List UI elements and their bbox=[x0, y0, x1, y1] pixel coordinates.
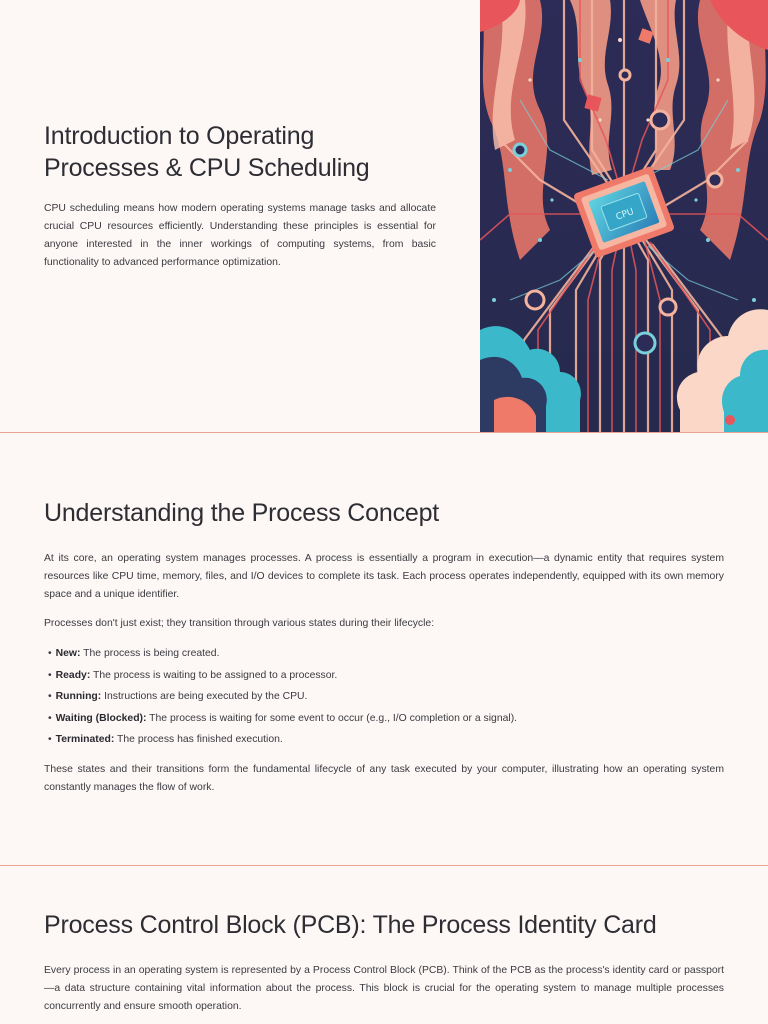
state-name: Terminated: bbox=[55, 734, 115, 745]
title-line-2: Processes & CPU Scheduling bbox=[44, 154, 370, 182]
list-item bbox=[48, 688, 724, 710]
intro-paragraph: CPU scheduling means how modern operating systems manage tasks and allocate crucial CPU resources efficiently. Understanding these principles is essential for anyone interested in the inner workings of computing systems, from basic functionality to advanced performance optimization. bbox=[44, 203, 436, 268]
list-item bbox=[48, 667, 724, 689]
state-description: The process is waiting for some event to occur (e.g., I/O completion or a signal). bbox=[146, 712, 518, 724]
list-item bbox=[48, 645, 724, 667]
state-name: Waiting (Blocked): bbox=[55, 712, 147, 724]
state-description: The process is being created. bbox=[80, 648, 220, 659]
process-states-list bbox=[48, 645, 724, 753]
chip-label: CPU bbox=[614, 206, 636, 223]
title-line-1: Introduction to Operating bbox=[44, 122, 315, 150]
slide-title bbox=[44, 120, 444, 184]
cpu-chip-circuit-illustration bbox=[480, 0, 768, 432]
state-description: Instructions are being executed by the CPU. bbox=[101, 691, 308, 702]
list-item bbox=[48, 731, 724, 753]
slide-process-concept bbox=[0, 433, 768, 865]
state-description: The process has finished execution. bbox=[114, 734, 283, 745]
lead-paragraph: Processes don't just exist; they transition through various states during their lifecycle: bbox=[44, 618, 435, 629]
slide-pcb bbox=[0, 866, 768, 1024]
slide-title: Process Control Block (PCB): The Process Identity Card bbox=[44, 911, 657, 939]
closing-paragraph: These states and their transitions form the fundamental lifecycle of any task executed by your computer, illustrating how an operating system constantly manages the flow of work. bbox=[44, 764, 724, 793]
state-description: The process is waiting to be assigned to a processor. bbox=[90, 669, 338, 681]
state-name: Ready: bbox=[55, 669, 91, 681]
slide-title: Understanding the Process Concept bbox=[44, 499, 440, 527]
intro-paragraph: Every process in an operating system is represented by a Process Control Block (PCB). Think of the PCB as the process's identity card or passport—a data structure containing vital information about the process. This block is crucial for the operating system to manage multiple processes concurrently and ensure smooth operation. bbox=[44, 965, 724, 1012]
state-name: New: bbox=[55, 648, 81, 659]
intro-paragraph: At its core, an operating system manages processes. A process is essentially a program in execution—a dynamic entity that requires system resources like CPU time, memory, files, and I/O devices to complete its task. Each process operates independently, equipped with its own memory space and a unique identifier. bbox=[44, 553, 724, 600]
list-item bbox=[48, 710, 724, 732]
slide-intro bbox=[0, 0, 768, 432]
state-name: Running: bbox=[55, 691, 102, 702]
